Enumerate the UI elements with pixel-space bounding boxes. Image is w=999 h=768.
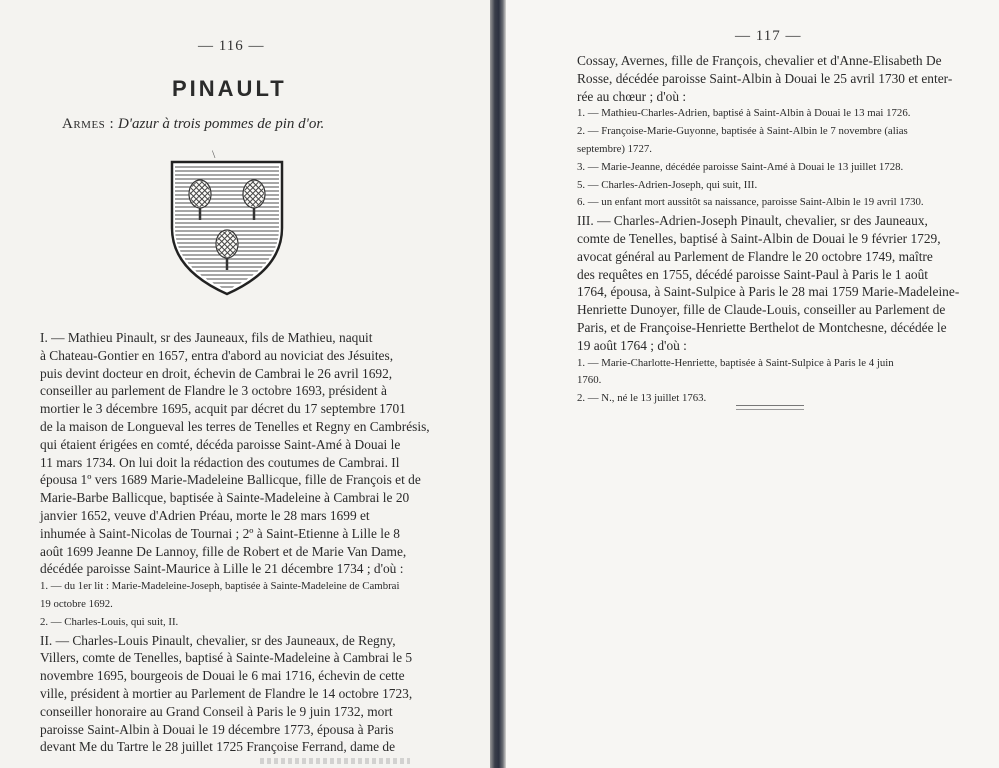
left-page [0,0,490,768]
right-page-body [577,52,972,408]
text-line: de la maison de Longueval les terres de Tenelles et Regny en Cambrésis, [40,418,430,434]
left-page-body [40,329,460,756]
text-line: novembre 1695, bourgeois de Douai le 6 mai 1716, échevin de cette [40,668,405,684]
arms-line [62,116,324,133]
text-line: ville, président à mortier au Parlement de Flandre le 14 octobre 1723, [40,685,413,701]
text-line: Rosse, décédée paroisse Saint-Albin à Douai le 25 avril 1730 et enter- [577,70,953,86]
child-entry-line: 1. — Mathieu-Charles-Adrien, baptisé à Saint-Albin à Douai le 13 mai 1726. [577,107,911,120]
text-line: paroisse Saint-Albin à Douai le 19 décembre 1773, épousa à Paris [40,721,394,737]
text-line: Cossay, Avernes, fille de François, chevalier et d'Anne-Elisabeth De [577,53,942,68]
text-line: I. — Mathieu Pinault, sr des Jauneaux, fils de Mathieu, naquit [40,330,373,345]
text-line: Paris, et de Françoise-Henriette Berthelot de Montchesne, décédée le [577,319,947,335]
text-line: conseiller honoraire au Grand Conseil à Paris le 9 juin 1732, mort [40,703,393,719]
child-entry-line: 19 octobre 1692. [40,597,113,610]
text-line: Villers, comte de Tenelles, baptisé à Sainte-Madeleine à Cambrai le 5 [40,650,413,666]
family-name-heading: PINAULT [172,76,287,101]
child-entry-line: 3. — Marie-Jeanne, décédée paroisse Saint-Amé à Douai le 13 juillet 1728. [577,160,904,173]
text-line: mortier le 3 décembre 1695, acquit par décret du 17 septembre 1701 [40,401,406,417]
coat-of-arms-shield-icon [168,158,286,298]
child-entry-line: 2. — Charles-Louis, qui suit, II. [40,615,179,628]
text-line: décédée paroisse Saint-Maurice à Lille le 21 décembre 1734 ; d'où : [40,561,404,577]
child-entry-line: 2. — Françoise-Marie-Guyonne, baptisée à Saint-Albin le 7 novembre (alias [577,125,908,138]
arms-label: Armes : [62,116,115,132]
section-separator-rule [736,405,804,410]
child-entry-line: 2. — N., né le 13 juillet 1763. [577,392,707,405]
child-entry-line: 5. — Charles-Adrien-Joseph, qui suit, III. [577,178,758,191]
text-line: inhumée à Saint-Nicolas de Tournai ; 2º à Saint-Etienne à Lille le 8 [40,525,400,541]
text-line: qui étaient érigées en comté, décéda paroisse Saint-Amé à Douai le [40,436,401,452]
text-line: II. — Charles-Louis Pinault, chevalier, sr des Jauneaux, de Regny, [40,632,396,648]
text-line: janvier 1652, veuve d'Adrien Préau, morte le 28 mars 1699 et [40,507,370,523]
ink-speck: \ [212,147,216,161]
child-entry-line: 1760. [577,374,602,387]
text-line: comte de Tenelles, baptisé à Saint-Albin de Douai le 9 février 1729, [577,230,941,246]
child-entry-line: septembre) 1727. [577,142,652,155]
child-entry-line: 1. — Marie-Charlotte-Henriette, baptisée à Saint-Sulpice à Paris le 4 juin [577,356,894,369]
text-line: Marie-Barbe Ballicque, baptisée à Sainte-Madeleine à Cambrai le 20 [40,490,410,506]
arms-description: D'azur à trois pommes de pin d'or. [117,116,325,132]
page-number-right: — 117 — [735,28,802,44]
scan-edge-mark [260,758,410,764]
text-line: à Chateau-Gontier en 1657, entra d'abord au noviciat des Jésuites, [40,347,394,363]
text-line: des requêtes en 1755, décédé paroisse Saint-Paul à Paris le 1 août [577,266,929,282]
text-line: rée au chœur ; d'où : [577,88,687,104]
text-line: devant Me du Tartre le 28 juillet 1725 Françoise Ferrand, dame de [40,739,396,755]
book-gutter [490,0,506,768]
text-line: août 1699 Jeanne De Lannoy, fille de Robert et de Marie Van Dame, [40,543,407,559]
text-line: puis devint docteur en droit, échevin de Cambrai le 26 avril 1692, [40,365,393,381]
child-entry-line: 1. — du 1er lit : Marie-Madeleine-Joseph, baptisée à Sainte-Madeleine de Cambrai [40,580,400,593]
child-entry-line: 6. — un enfant mort aussitôt sa naissance, paroisse Saint-Albin le 19 avril 1730. [577,196,924,209]
page-number-left: — 116 — [198,38,265,54]
text-line: conseiller au parlement de Flandre le 3 octobre 1693, président à [40,383,387,399]
text-line: III. — Charles-Adrien-Joseph Pinault, chevalier, sr des Jauneaux, [577,213,928,229]
text-line: 19 août 1764 ; d'où : [577,337,687,353]
text-line: avocat général au Parlement de Flandre le 20 octobre 1749, maître [577,248,933,264]
text-line: Henriette Dunoyer, fille de Claude-Louis, conseiller au Parlement de [577,302,946,318]
text-line: 1764, épousa, à Saint-Sulpice à Paris le 28 mai 1759 Marie-Madeleine- [577,284,960,300]
text-line: 11 mars 1734. On lui doit la rédaction des coutumes de Cambrai. Il [40,454,400,470]
text-line: épousa 1º vers 1689 Marie-Madeleine Ballicque, fille de François et de [40,472,421,488]
